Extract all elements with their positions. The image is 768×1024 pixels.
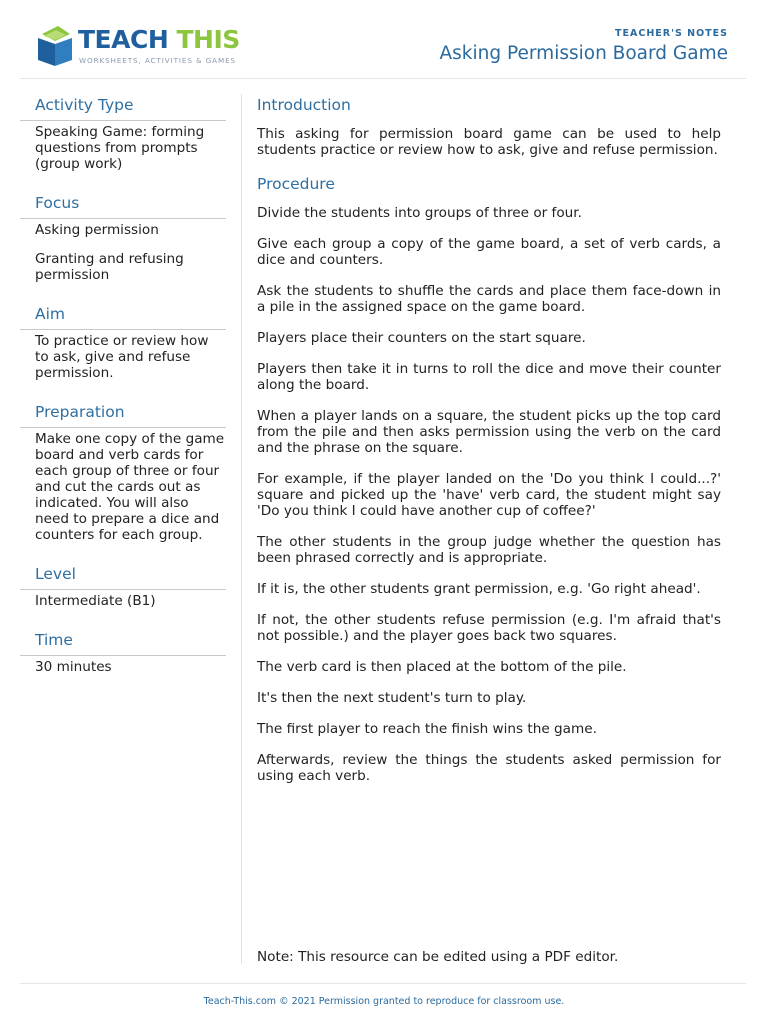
logo-wordmark: [78, 25, 240, 54]
logo-tagline: WORKSHEETS, ACTIVITIES & GAMES: [79, 56, 236, 65]
procedure-step: It's then the next student's turn to play.: [257, 690, 527, 706]
focus-item: Asking permission: [35, 222, 159, 238]
activity-type-text: Speaking Game: forming questions from prompts (group work): [35, 124, 205, 172]
procedure-heading: Procedure: [257, 175, 335, 193]
focus-item: Granting and refusing permission: [35, 251, 184, 283]
procedure-step: Afterwards, review the things the students asked permission for using each verb.: [257, 752, 721, 784]
procedure-step: When a player lands on a square, the student picks up the top card from the pile and then asks permission using the verb on the card and the phrase on the square.: [257, 408, 721, 456]
focus-heading: Focus: [20, 192, 226, 219]
procedure-step: For example, if the player landed on the 'Do you think I could...?' square and picked up the 'have' verb card, the student might say 'Do you think I could have another cup of coffee?': [257, 471, 721, 519]
procedure-step: Ask the students to shuffle the cards and place them face-down in a pile in the assigned space on the game board.: [257, 283, 721, 315]
aim-heading: Aim: [20, 303, 226, 330]
logo-word-this: THIS: [176, 25, 240, 54]
teachers-notes-label: TEACHER'S NOTES: [615, 28, 728, 39]
procedure-step: The verb card is then placed at the bottom of the pile.: [257, 659, 627, 675]
preparation-text: Make one copy of the game board and verb cards for each group of three or four and cut the cards out as indicated. You will also need to prepare a dice and counters for each group.: [35, 431, 225, 543]
procedure-step: Divide the students into groups of three or four.: [257, 205, 582, 221]
procedure-step: If it is, the other students grant permission, e.g. 'Go right ahead'.: [257, 581, 701, 597]
level-heading: Level: [20, 563, 226, 590]
time-heading: Time: [20, 629, 226, 656]
footer-divider: [20, 983, 746, 984]
focus-section: [20, 192, 226, 283]
column-divider: [241, 94, 242, 964]
procedure-step: Give each group a copy of the game board, a set of verb cards, a dice and counters.: [257, 236, 721, 268]
procedure-step: The first player to reach the finish wins the game.: [257, 721, 597, 737]
header: [0, 0, 768, 78]
level-text: Intermediate (B1): [35, 593, 156, 609]
preparation-heading: Preparation: [20, 401, 226, 428]
activity-type-heading: Activity Type: [20, 94, 226, 121]
book-icon: [36, 24, 76, 68]
page-title: Asking Permission Board Game: [439, 43, 728, 64]
procedure-step: The other students in the group judge whether the question has been phrased correctly and is appropriate.: [257, 534, 721, 566]
header-divider: [20, 78, 746, 79]
procedure-step: Players then take it in turns to roll the dice and move their counter along the board.: [257, 361, 721, 393]
preparation-section: [20, 401, 226, 543]
introduction-text: This asking for permission board game can be used to help students practice or review how to ask, give and refuse permission.: [257, 126, 721, 158]
teach-this-logo[interactable]: [36, 24, 240, 70]
sidebar: [20, 94, 226, 695]
procedure-step: If not, the other students refuse permission (e.g. I'm afraid that's not possible.) and the player goes back two squares.: [257, 612, 721, 644]
level-section: [20, 563, 226, 609]
pdf-editor-note: Note: This resource can be edited using a PDF editor.: [257, 949, 619, 965]
aim-section: [20, 303, 226, 381]
procedure-step: Players place their counters on the start square.: [257, 330, 586, 346]
time-section: [20, 629, 226, 675]
time-text: 30 minutes: [35, 659, 112, 675]
aim-text: To practice or review how to ask, give and refuse permission.: [35, 333, 209, 381]
introduction-heading: Introduction: [257, 96, 351, 114]
main-content: [257, 94, 721, 799]
footer-copyright[interactable]: Teach-This.com © 2021 Permission granted to reproduce for classroom use.: [203, 996, 565, 1007]
activity-type-section: [20, 94, 226, 172]
logo-word-teach: TEACH: [78, 25, 169, 54]
